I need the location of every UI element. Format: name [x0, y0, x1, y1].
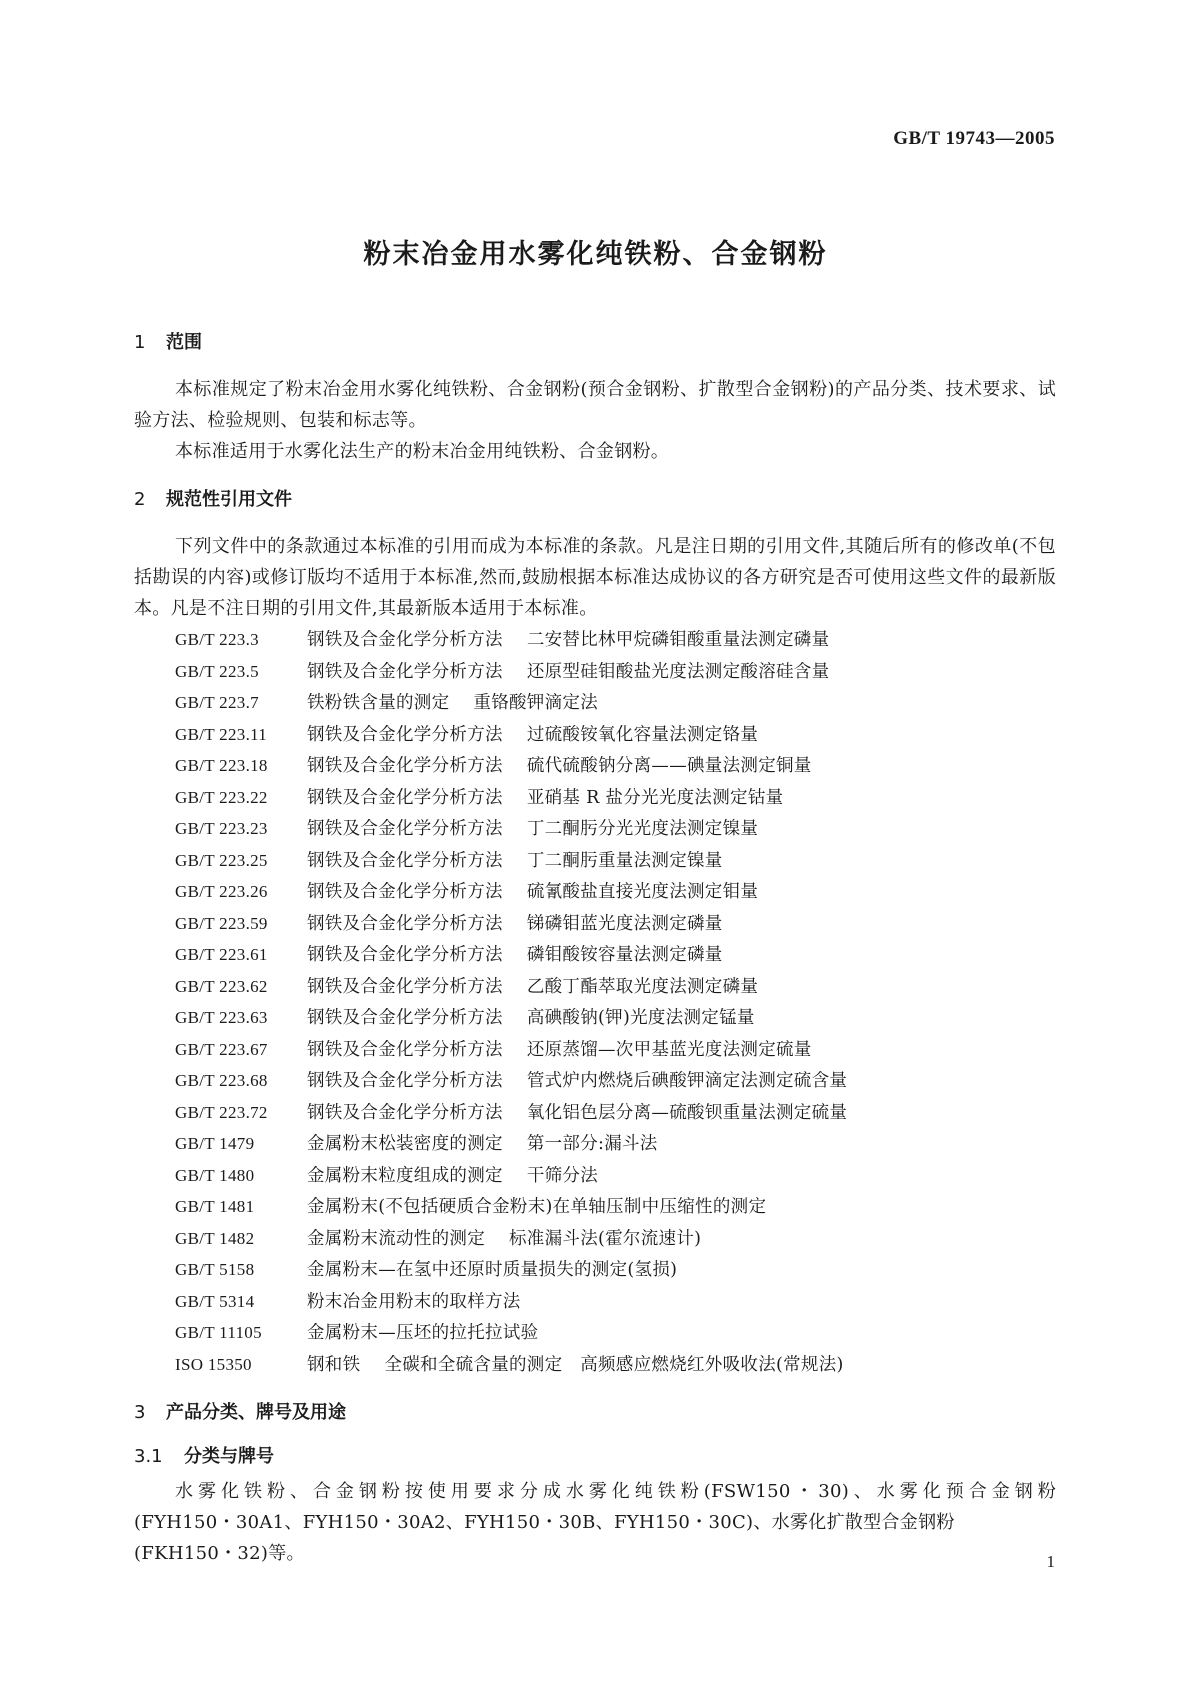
- classification-line-2: (FYH150・30A1、FYH150・30A2、FYH150・30B、FYH150・30C)、水雾化扩散型合金钢粉(FKH150・32)等。: [134, 1512, 955, 1564]
- classification-line-1: 水雾化铁粉、合金钢粉按使用要求分成水雾化纯铁粉(FSW150・30)、水雾化预合金钢粉: [175, 1481, 1056, 1502]
- reference-title: 金属粉末—压坯的拉托拉试验: [307, 1323, 539, 1343]
- reference-code: GB/T 223.23: [175, 819, 268, 838]
- reference-item: [175, 1349, 1056, 1381]
- reference-code: GB/T 223.72: [175, 1102, 268, 1122]
- reference-subtitle: 二安替比林甲烷磷钼酸重量法测定磷量: [526, 630, 830, 650]
- reference-code: GB/T 223.22: [175, 787, 268, 807]
- reference-title: 钢铁及合金化学分析方法: [307, 1071, 503, 1091]
- reference-title: 粉末冶金用粉末的取样方法: [307, 1291, 521, 1312]
- standard-code: GB/T 19743—2005: [893, 128, 1055, 149]
- reference-subtitle: 过硫酸铵氧化容量法测定铬量: [526, 724, 759, 745]
- reference-item: [175, 908, 1056, 940]
- reference-item: [175, 1317, 1056, 1349]
- reference-subtitle: 还原型硅钼酸盐光度法测定酸溶硅含量: [526, 661, 830, 682]
- reference-subtitle: 管式炉内燃烧后碘酸钾滴定法测定硫含量: [526, 1071, 848, 1091]
- reference-subtitle: 锑磷钼蓝光度法测定磷量: [526, 913, 723, 934]
- reference-subtitle: 高碘酸钠(钾)光度法测定锰量: [526, 1008, 755, 1028]
- reference-code: GB/T 223.18: [175, 756, 268, 775]
- reference-item: [175, 687, 1056, 719]
- reference-item: [175, 1286, 1056, 1318]
- section-title: 范围: [166, 332, 202, 353]
- reference-item: [175, 1034, 1056, 1066]
- reference-code: GB/T 11105: [175, 1323, 262, 1342]
- reference-code: GB/T 5158: [175, 1260, 255, 1279]
- reference-title: 钢铁及合金化学分析方法: [307, 882, 503, 902]
- section-number: 2: [134, 489, 146, 510]
- reference-subtitle: 干筛分法: [526, 1165, 599, 1186]
- reference-title: 金属粉末流动性的测定: [307, 1228, 485, 1249]
- reference-code: GB/T 223.25: [175, 850, 268, 870]
- reference-item: [175, 1128, 1056, 1160]
- scope-paragraph-1: 本标准规定了粉末冶金用水雾化纯铁粉、合金钢粉(预合金钢粉、扩散型合金钢粉)的产品分类、技术要求、试验方法、检验规则、包装和标志等。: [134, 379, 1056, 431]
- subsection-title: 分类与牌号: [184, 1446, 274, 1467]
- reference-item: [175, 813, 1056, 845]
- reference-item: [175, 1223, 1056, 1255]
- section-3-heading: [134, 1400, 1056, 1426]
- section-2-heading: [134, 487, 1056, 513]
- reference-title: 钢铁及合金化学分析方法: [307, 976, 503, 997]
- reference-subtitle: 乙酸丁酯萃取光度法测定磷量: [526, 976, 759, 997]
- document-body: [134, 330, 1056, 1569]
- reference-code: GB/T 223.26: [175, 882, 268, 901]
- reference-title: 金属粉末粒度组成的测定: [307, 1165, 503, 1186]
- reference-code: GB/T 1481: [175, 1197, 255, 1216]
- reference-title: 钢铁及合金化学分析方法: [307, 724, 503, 745]
- reference-code: GB/T 223.11: [175, 724, 268, 744]
- reference-title: 钢铁及合金化学分析方法: [307, 850, 503, 871]
- reference-item: [175, 971, 1056, 1003]
- reference-code: GB/T 5314: [175, 1291, 255, 1311]
- reference-item: [175, 1191, 1056, 1223]
- reference-title: 钢铁及合金化学分析方法: [307, 756, 503, 776]
- section-number: 1: [134, 332, 146, 353]
- reference-item: [175, 1097, 1056, 1129]
- reference-code: GB/T 223.62: [175, 976, 268, 996]
- document-title: 粉末冶金用水雾化纯铁粉、合金钢粉: [363, 239, 828, 270]
- reference-code: GB/T 1482: [175, 1228, 255, 1248]
- reference-code: GB/T 1480: [175, 1165, 255, 1185]
- section-title: 规范性引用文件: [166, 489, 292, 510]
- reference-title: 钢铁及合金化学分析方法: [307, 661, 503, 682]
- reference-title: 钢铁及合金化学分析方法: [307, 819, 503, 839]
- reference-item: [175, 1065, 1056, 1097]
- reference-item: [175, 719, 1056, 751]
- reference-code: GB/T 223.63: [175, 1008, 268, 1027]
- reference-title: 钢铁及合金化学分析方法: [307, 1039, 503, 1060]
- section-1-heading: [134, 330, 1056, 356]
- reference-item: [175, 876, 1056, 908]
- reference-code: GB/T 223.5: [175, 661, 259, 681]
- reference-title: 金属粉末松装密度的测定: [307, 1134, 503, 1154]
- reference-item: [175, 782, 1056, 814]
- reference-subtitle: 全碳和全硫含量的测定 高频感应燃烧红外吸收法(常规法): [384, 1354, 844, 1375]
- section-number: 3: [134, 1402, 146, 1423]
- reference-title: 钢铁及合金化学分析方法: [307, 913, 503, 934]
- reference-subtitle: 硫代硫酸钠分离——碘量法测定铜量: [526, 756, 812, 776]
- reference-item: [175, 845, 1056, 877]
- reference-item: [175, 1160, 1056, 1192]
- reference-code: GB/T 223.7: [175, 693, 259, 712]
- section-title: 产品分类、牌号及用途: [166, 1402, 346, 1423]
- page-number: 1: [1046, 1552, 1055, 1571]
- reference-subtitle: 硫氰酸盐直接光度法测定钼量: [526, 882, 759, 902]
- reference-subtitle: 亚硝基 R 盐分光光度法测定钴量: [526, 787, 784, 808]
- reference-list: [175, 624, 1056, 1380]
- references-intro: 下列文件中的条款通过本标准的引用而成为本标准的条款。凡是注日期的引用文件,其随后所有的修改单(不包括勘误的内容)或修订版均不适用于本标准,然而,鼓励根据本标准达成协议的各方研究是否可使用这些文件的最新版本。凡是不注日期的引用文件,其最新版本适用于本标准。: [134, 536, 1056, 619]
- reference-item: [175, 1002, 1056, 1034]
- reference-item: [175, 939, 1056, 971]
- reference-title: 金属粉末—在氢中还原时质量损失的测定(氢损): [307, 1260, 678, 1280]
- reference-subtitle: 重铬酸钾滴定法: [473, 693, 599, 713]
- reference-title: 铁粉铁含量的测定: [307, 693, 450, 713]
- subsection-number: 3.1: [134, 1446, 163, 1467]
- reference-subtitle: 丁二酮肟分光光度法测定镍量: [526, 819, 759, 839]
- reference-title: 钢铁及合金化学分析方法: [307, 1102, 503, 1123]
- reference-title: 钢和铁: [307, 1354, 361, 1375]
- reference-code: GB/T 223.67: [175, 1039, 268, 1059]
- reference-code: GB/T 1479: [175, 1134, 255, 1153]
- reference-title: 金属粉末(不包括硬质合金粉末)在单轴压制中压缩性的测定: [307, 1197, 767, 1217]
- reference-subtitle: 丁二酮肟重量法测定镍量: [526, 850, 723, 871]
- reference-subtitle: 磷钼酸铵容量法测定磷量: [526, 945, 723, 965]
- reference-code: GB/T 223.59: [175, 913, 268, 933]
- reference-title: 钢铁及合金化学分析方法: [307, 787, 503, 808]
- scope-paragraph-2: 本标准适用于水雾化法生产的粉末冶金用纯铁粉、合金钢粉。: [175, 441, 670, 462]
- reference-item: [175, 624, 1056, 656]
- reference-subtitle: 第一部分:漏斗法: [526, 1134, 658, 1154]
- reference-subtitle: 还原蒸馏—次甲基蓝光度法测定硫量: [526, 1039, 812, 1060]
- reference-title: 钢铁及合金化学分析方法: [307, 945, 503, 965]
- reference-item: [175, 1254, 1056, 1286]
- reference-title: 钢铁及合金化学分析方法: [307, 630, 503, 650]
- reference-code: GB/T 223.68: [175, 1071, 268, 1090]
- reference-code: GB/T 223.3: [175, 630, 259, 649]
- reference-item: [175, 750, 1056, 782]
- reference-item: [175, 656, 1056, 688]
- reference-subtitle: 标准漏斗法(霍尔流速计): [509, 1228, 702, 1249]
- reference-code: ISO 15350: [175, 1354, 252, 1374]
- subsection-3-1-heading: [134, 1444, 1056, 1470]
- reference-subtitle: 氧化铝色层分离—硫酸钡重量法测定硫量: [526, 1102, 848, 1123]
- reference-code: GB/T 223.61: [175, 945, 268, 964]
- reference-title: 钢铁及合金化学分析方法: [307, 1008, 503, 1028]
